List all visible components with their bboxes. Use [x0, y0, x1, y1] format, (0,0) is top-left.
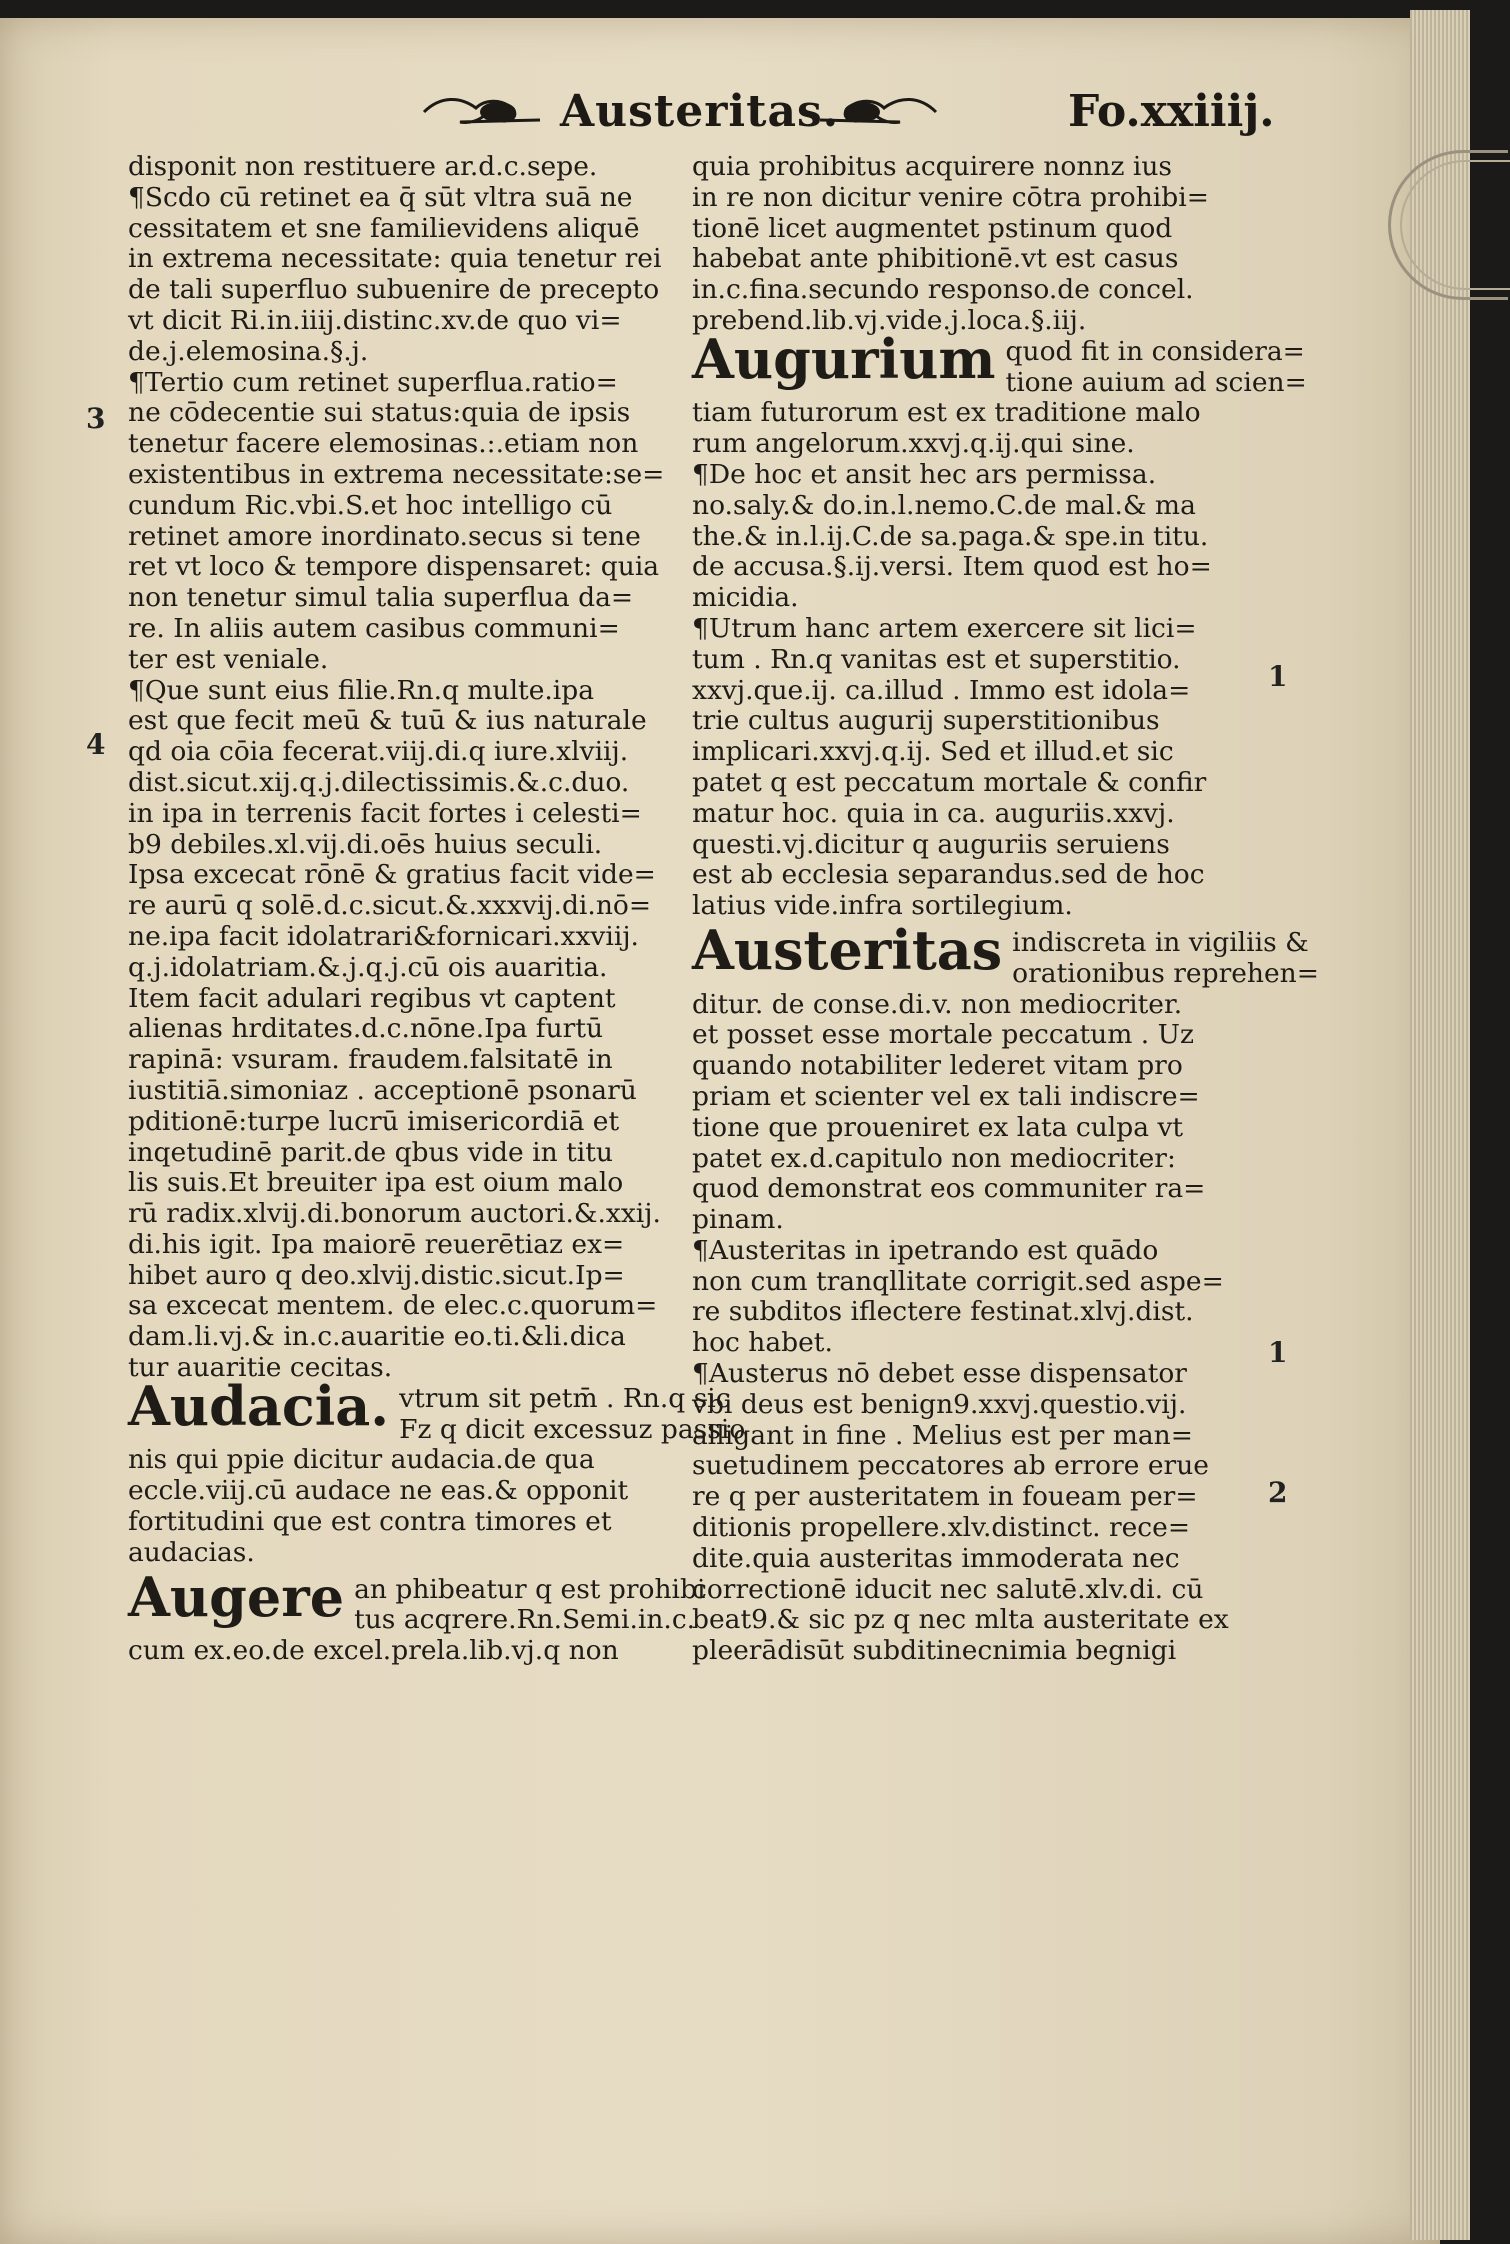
text-line: hoc habet.	[692, 1327, 833, 1359]
text-line: quod demonstrat eos communiter ra=	[692, 1173, 1206, 1205]
text-line: non cum tranqllitate corrigit.sed aspe=	[692, 1265, 1224, 1297]
text-line: dist.sicut.xij.q.j.dilectissimis.&.c.duo.	[128, 766, 630, 798]
text-line: eccle.viij.cū audace ne eas.& opponit	[128, 1475, 629, 1507]
text-line: et posset esse mortale peccatum . Uz	[692, 1019, 1194, 1051]
text-line: the.& in.l.ij.C.de sa.paga.& spe.in titu.	[692, 520, 1209, 552]
margin-mark: 2	[1268, 1476, 1288, 1509]
text-line: rū radix.xlvij.di.bonorum auctori.&.xxij.	[128, 1198, 661, 1230]
text-line: rum angelorum.xxvj.q.ij.qui sine.	[692, 428, 1135, 460]
margin-mark: 1	[1268, 660, 1288, 693]
text-line: existentibus in extrema necessitate:se=	[128, 458, 665, 490]
right-column	[692, 151, 1319, 1667]
margin-mark: 1	[1268, 1336, 1288, 1369]
text-line: fortitudini que est contra timores et	[128, 1506, 612, 1538]
text-line: disponit non restituere ar.d.c.sepe.	[128, 151, 598, 182]
text-line: latius vide.infra sortilegium.	[692, 890, 1073, 922]
text-line: quod fit in considera=	[1005, 335, 1305, 367]
entry-augurium	[692, 326, 1307, 399]
text-line: alienas hrditates.d.c.nōne.Ipa furtū	[128, 1013, 604, 1045]
left-main-text	[128, 152, 688, 1384]
text-line: tiam futurorum est ex traditione malo	[692, 397, 1201, 429]
text-line: iustitiā.simoniaz . acceptionē psonarū	[128, 1074, 637, 1106]
text-line: priam et scienter vel ex tali indiscre=	[692, 1080, 1200, 1112]
text-line: de tali superfluo subuenire de precepto	[128, 274, 660, 306]
text-line: inqetudinē parit.de qbus vide in titu	[128, 1136, 613, 1168]
text-line: pinam.	[692, 1204, 784, 1236]
text-line: cum ex.eo.de excel.prela.lib.vj.q non	[128, 1635, 619, 1667]
text-line: est que fecit meū & tuū & ius naturale	[128, 705, 647, 737]
text-line: prebend.lib.vj.vide.j.loca.§.iij.	[692, 304, 1087, 336]
text-line: non tenetur simul talia superflua da=	[128, 582, 634, 614]
text-line: tus acqrere.Rn.Semi.in.c.	[354, 1604, 696, 1636]
text-line: orationibus reprehen=	[1012, 957, 1319, 989]
text-line: in extrema necessitate: quia tenetur rei	[128, 243, 662, 275]
text-line: tione que proueniret ex lata culpa vt	[692, 1111, 1184, 1143]
text-line: habebat ante phibitionē.vt est casus	[692, 243, 1179, 275]
text-line: ne cōdecentie sui status:quia de ipsis	[128, 397, 631, 429]
text-line: an phibeatur q est prohibi	[354, 1573, 706, 1605]
entry-audacia	[128, 1373, 746, 1446]
text-line: hibet auro q deo.xlvij.distic.sicut.Ip=	[128, 1259, 625, 1291]
text-line: tionē licet augmentet pstinum quod	[692, 212, 1173, 244]
entry-headword: Austeritas	[692, 917, 1003, 982]
text-line: questi.vj.dicitur q auguriis seruiens	[692, 828, 1170, 860]
text-line: dite.quia austeritas immoderata nec	[692, 1542, 1180, 1574]
text-line: audacias.	[128, 1536, 255, 1568]
entry-headword: Augere	[128, 1564, 345, 1629]
right-top-text	[692, 152, 1262, 337]
text-line: re subditos iflectere festinat.xlvj.dist.	[692, 1296, 1194, 1328]
right-bottom-text	[692, 990, 1262, 1668]
text-line: quia prohibitus acquirere nonnz ius	[692, 151, 1172, 182]
entry-headword: Audacia.	[128, 1373, 390, 1438]
text-line: implicari.xxvj.q.ij. Sed et illud.et sic	[692, 736, 1174, 768]
text-line: ne.ipa facit idolatrari&fornicari.xxviij.	[128, 920, 639, 952]
text-line: cessitatem et sne familievidens aliquē	[128, 212, 640, 244]
text-line: est ab ecclesia separandus.sed de hoc	[692, 859, 1205, 891]
text-line: vbi deus est benign9.xxvj.questio.vij.	[692, 1388, 1187, 1420]
text-line: di.his igit. Ipa maiorē reuerētiaz ex=	[128, 1228, 625, 1260]
left-ornament-icon	[420, 94, 550, 128]
text-line: ¶Austerus nō debet esse dispensator	[692, 1358, 1187, 1390]
margin-mark: 4	[86, 728, 106, 761]
folio-number: Fo.xxiiij.	[1068, 86, 1275, 137]
text-line: vt dicit Ri.in.iiij.distinc.xv.de quo vi=	[128, 304, 622, 336]
text-line: ¶Austeritas in ipetrando est quādo	[692, 1234, 1159, 1266]
text-line: alligant in fine . Melius est per man=	[692, 1419, 1193, 1451]
text-line: ¶De hoc et ansit hec ars permissa.	[692, 458, 1157, 490]
text-line: re aurū q solē.d.c.sicut.&.xxxvij.di.nō=	[128, 890, 652, 922]
entry-austeritas	[692, 917, 1319, 990]
text-line: xxvj.que.ij. ca.illud . Immo est idola=	[692, 674, 1191, 706]
text-line: ¶Utrum hanc artem exercere sit lici=	[692, 612, 1197, 644]
text-line: in re non dicitur venire cōtra prohibi=	[692, 181, 1209, 213]
text-line: matur hoc. quia in ca. auguriis.xxvj.	[692, 797, 1175, 829]
text-line: vtrum sit petm̄ . Rn.q sic	[399, 1382, 731, 1414]
text-line: re. In aliis autem casibus communi=	[128, 612, 620, 644]
text-line: pditionē:turpe lucrū imisericordiā et	[128, 1105, 620, 1137]
text-line: nis qui ppie dicitur audacia.de qua	[128, 1444, 595, 1476]
text-line: quando notabiliter lederet vitam pro	[692, 1050, 1183, 1082]
text-line: tum . Rn.q vanitas est et superstitio.	[692, 643, 1181, 675]
margin-mark: 3	[86, 402, 106, 435]
text-line: b9 debiles.xl.vij.di.oēs huius seculi.	[128, 828, 603, 860]
text-line: patet q est peccatum mortale & confir	[692, 766, 1207, 798]
text-line: in.c.fina.secundo responso.de concel.	[692, 274, 1194, 306]
page-title: Austeritas.	[560, 86, 840, 137]
text-line: beat9.& sic pz q nec mlta austeritate ex	[692, 1604, 1229, 1636]
text-line: cundum Ric.vbi.S.et hoc intelligo cū	[128, 489, 613, 521]
text-line: Fz q dicit excessuz passio	[399, 1413, 746, 1445]
text-line: ¶Que sunt eius filie.Rn.q multe.ipa	[128, 674, 595, 706]
text-line: Ipsa excecat rōnē & gratius facit vide=	[128, 859, 656, 891]
text-line: in ipa in terrenis facit fortes i celesti=	[128, 797, 642, 829]
text-line: tur auaritie cecitas.	[128, 1352, 393, 1384]
text-line: patet ex.d.capitulo non mediocriter:	[692, 1142, 1176, 1174]
text-line: ret vt loco & tempore dispensaret: quia	[128, 551, 660, 583]
text-line: de.j.elemosina.§.j.	[128, 335, 369, 367]
text-line: suetudinem peccatores ab errore erue	[692, 1450, 1209, 1482]
text-line: ditionis propellere.xlv.distinct. rece=	[692, 1512, 1191, 1544]
text-line: ¶Scdo cū retinet ea q̄ sūt vltra suā ne	[128, 181, 633, 213]
text-line: re q per austeritatem in foueam per=	[692, 1481, 1198, 1513]
right-ornament-icon	[810, 94, 940, 128]
entry-headword: Augurium	[692, 326, 996, 391]
text-line: Item facit adulari regibus vt captent	[128, 982, 616, 1014]
text-line: tione auium ad scien=	[1005, 366, 1307, 398]
text-line: trie cultus augurij superstitionibus	[692, 705, 1160, 737]
text-line: pleerādisūt subditinecnimia begnigi	[692, 1635, 1177, 1667]
text-line: retinet amore inordinato.secus si tene	[128, 520, 641, 552]
text-line: tenetur facere elemosinas.:.etiam non	[128, 428, 639, 460]
text-line: q.j.idolatriam.&.j.q.j.cū ois auaritia.	[128, 951, 608, 983]
text-line: rapinā: vsuram. fraudem.falsitatē in	[128, 1044, 613, 1076]
text-line: indiscreta in vigiliis &	[1012, 926, 1309, 958]
running-header	[0, 86, 1440, 146]
text-line: de accusa.§.ij.versi. Item quod est ho=	[692, 551, 1212, 583]
text-line: correctionē iducit nec salutē.xlv.di. cū	[692, 1573, 1204, 1605]
text-line: dam.li.vj.& in.c.auaritie eo.ti.&li.dica	[128, 1321, 626, 1353]
text-line: qd oia cōia fecerat.viij.di.q iure.xlviij.	[128, 736, 629, 768]
text-line: ter est veniale.	[128, 643, 329, 675]
text-line: micidia.	[692, 582, 799, 614]
text-line: no.saly.& do.in.l.nemo.C.de mal.& ma	[692, 489, 1196, 521]
right-mid-text	[692, 398, 1262, 922]
text-line: ditur. de conse.di.v. non mediocriter.	[692, 988, 1183, 1020]
text-line: lis suis.Et breuiter ipa est oium malo	[128, 1167, 624, 1199]
entry-augere	[128, 1564, 706, 1637]
text-line: ¶Tertio cum retinet superflua.ratio=	[128, 366, 618, 398]
text-line: sa excecat mentem. de elec.c.quorum=	[128, 1290, 658, 1322]
page-edges	[1410, 10, 1470, 2240]
